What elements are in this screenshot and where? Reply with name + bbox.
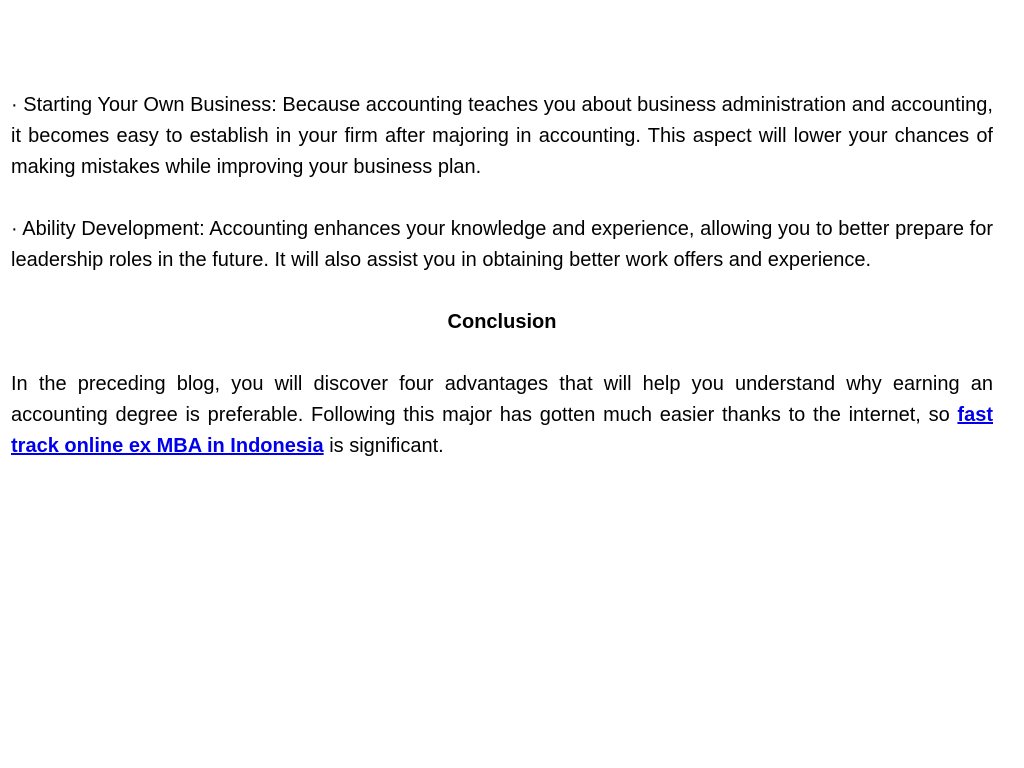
bullet-marker: · <box>11 94 18 116</box>
paragraph-spacer <box>11 276 993 307</box>
bullet-marker: · <box>11 218 18 240</box>
bullet-paragraph-starting-business <box>11 90 993 183</box>
paragraph-text: Ability Development: Accounting enhances your knowledge and experience, allowing you to better prepare for leadership roles in the future. It will also assist you in obtaining better work offers and experience. <box>11 218 994 271</box>
conclusion-paragraph <box>11 369 993 462</box>
paragraph-spacer <box>11 338 993 369</box>
conclusion-text-after-link: is significant. <box>323 435 444 457</box>
paragraph-text: Starting Your Own Business: Because accounting teaches you about business administration and accounting, it becomes easy to establish in your firm after majoring in accounting. This aspect will lower your chances of making mistakes while improving your business plan. <box>11 94 993 178</box>
paragraph-spacer <box>11 183 993 214</box>
bullet-paragraph-ability-development <box>11 214 993 276</box>
conclusion-heading: Conclusion <box>447 311 557 333</box>
conclusion-text-before-link: In the preceding blog, you will discover four advantages that will help you understand why earning an accounting degree is preferable. Following this major has gotten much easier thanks to the internet, so <box>11 373 993 426</box>
mba-indonesia-link[interactable]: fast track online ex MBA in Indonesia <box>11 404 993 457</box>
